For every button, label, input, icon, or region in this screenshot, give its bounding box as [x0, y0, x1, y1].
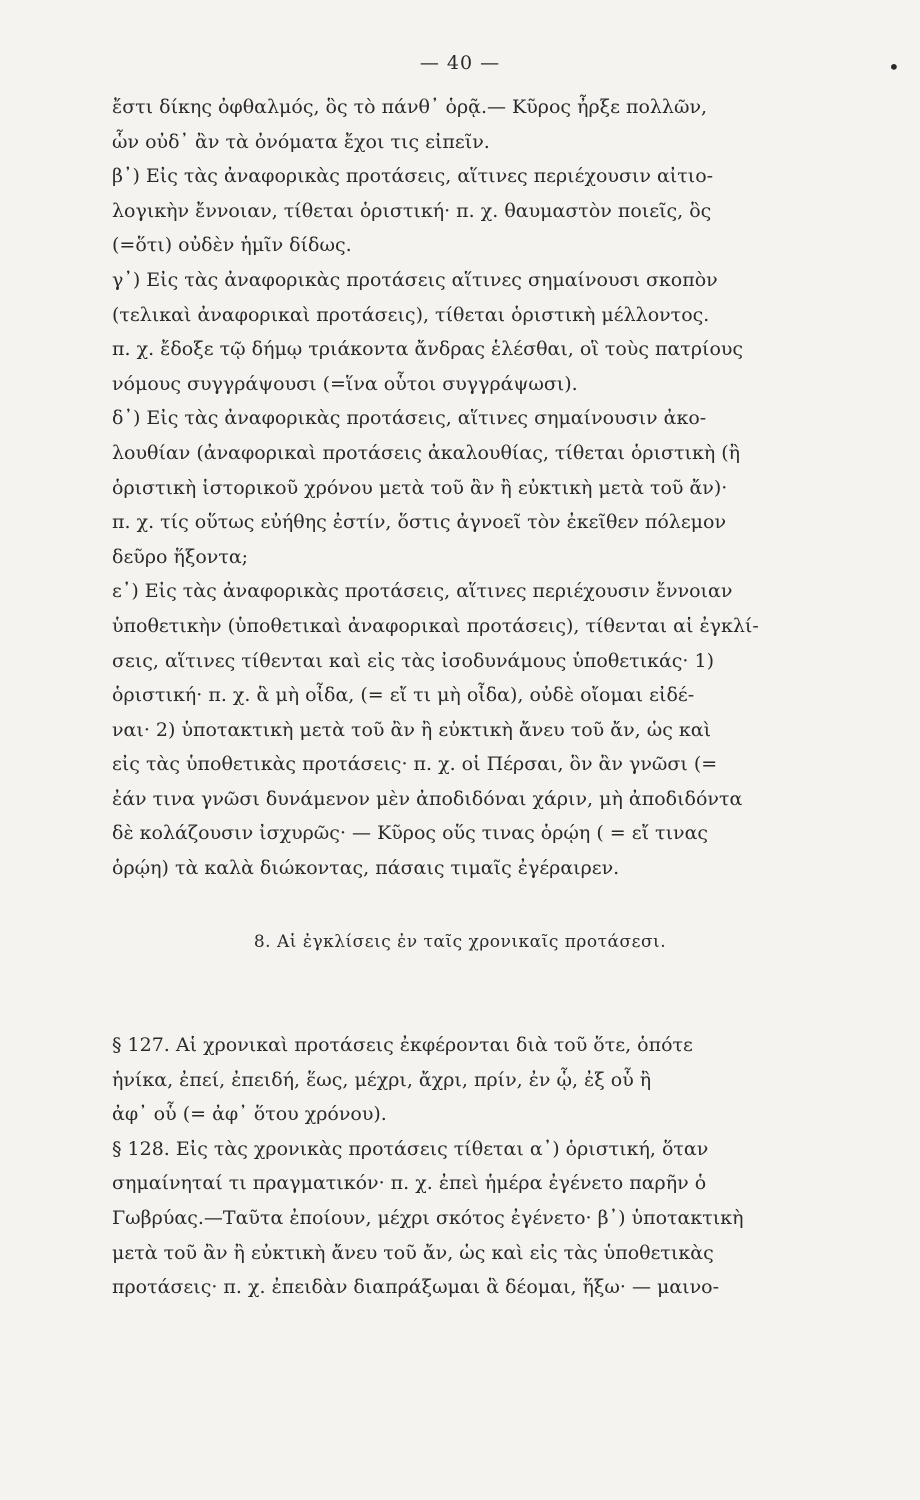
text-line: ἀφ᾽ οὗ (= ἀφ᾽ ὅτου χρόνου). [112, 1103, 387, 1126]
text-line: Γωβρύας.—Ταῦτα ἐποίουν, μέχρι σκότος ἐγένετο· β᾽) ὑποτακτικὴ [112, 1206, 744, 1229]
text-line: δ᾽) Εἰς τὰς ἀναφορικὰς προτάσεις, αἵτινες σημαίνουσιν ἀκο- [112, 407, 707, 430]
text-line: ὧν οὐδ᾽ ἂν τὰ ὀνόματα ἔχοι τις εἰπεῖν. [112, 130, 490, 153]
text-line: προτάσεις· π. χ. ἐπειδὰν διαπράξωμαι ἃ δέομαι, ἥξω· — μαινο- [112, 1276, 720, 1299]
text-line: εἰς τὰς ὑποθετικὰς προτάσεις· π. χ. οἱ Πέρσαι, ὃν ἂν γνῶσι (= [112, 753, 718, 776]
section-heading: 8. Αἱ ἐγκλίσεις ἐν ταῖς χρονικαῖς προτάσεσι. [253, 932, 667, 952]
text-line: σεις, αἵτινες τίθενται καὶ εἰς τὰς ἰσοδυνάμους ὑποθετικάς· 1) [112, 649, 715, 672]
text-line: (τελικαὶ ἀναφορικαὶ προτάσεις), τίθεται ὁριστικὴ μέλλοντος. [112, 303, 710, 326]
text-line: γ᾽) Εἰς τὰς ἀναφορικὰς προτάσεις αἵτινες σημαίνουσι σκοπὸν [112, 268, 718, 291]
text-line: π. χ. ἔδοξε τῷ δήμῳ τριάκοντα ἄνδρας ἑλέσθαι, οἳ τοὺς πατρίους [112, 338, 744, 361]
text-line: ὁριστική· π. χ. ἃ μὴ οἶδα, (= εἴ τι μὴ οἶδα), οὐδὲ οἴομαι εἰδέ- [112, 684, 695, 707]
text-line: μετὰ τοῦ ἂν ἢ εὐκτικὴ ἄνευ τοῦ ἄν, ὡς καὶ εἰς τὰς ὑποθετικὰς [112, 1241, 714, 1264]
text-section-relative-clauses [112, 90, 852, 886]
text-section-temporal-clauses [112, 1028, 852, 1305]
text-line: ὁριστικὴ ἱστορικοῦ χρόνου μετὰ τοῦ ἂν ἢ εὐκτικὴ μετὰ τοῦ ἄν)· [112, 476, 728, 499]
text-line: ὑποθετικὴν (ὑποθετικαὶ ἀναφορικαὶ προτάσεις), τίθενται αἱ ἐγκλί- [112, 614, 759, 637]
text-line: λογικὴν ἔννοιαν, τίθεται ὁριστική· π. χ. θαυμαστὸν ποιεῖς, ὃς [112, 199, 712, 222]
text-line: σημαίνηταί τι πραγματικόν· π. χ. ἐπεὶ ἡμέρα ἐγένετο παρῆν ὁ [112, 1172, 707, 1195]
text-line: δὲ κολάζουσιν ἰσχυρῶς· — Κῦρος οὕς τινας ὁρῴη ( = εἴ τινας [112, 822, 709, 845]
text-line: π. χ. τίς οὕτως εὐήθης ἐστίν, ὅστις ἀγνοεῖ τὸν ἐκεῖθεν πόλεμον [112, 511, 726, 534]
text-line: § 128. Εἰς τὰς χρονικὰς προτάσεις τίθεται α᾽) ὁριστική, ὅταν [112, 1137, 709, 1160]
text-line: ἔστι δίκης ὀφθαλμός, ὃς τὸ πάνθ᾽ ὁρᾷ.— Κῦρος ἦρξε πολλῶν, [112, 96, 708, 118]
page-number: — 40 — [419, 52, 501, 74]
text-line: νόμους συγγράψουσι (=ἵνα οὗτοι συγγράψωσι). [112, 372, 578, 395]
text-line: δεῦρο ἥξοντα; [112, 545, 249, 568]
text-line: β᾽) Εἰς τὰς ἀναφορικὰς προτάσεις, αἵτινες περιέχουσιν αἰτιο- [112, 165, 714, 188]
text-line: ε᾽) Εἰς τὰς ἀναφορικὰς προτάσεις, αἵτινες περιέχουσιν ἔννοιαν [112, 580, 733, 603]
text-line: ὁρῴη) τὰ καλὰ διώκοντας, πάσαις τιμαῖς ἐγέραιρεν. [112, 857, 620, 880]
text-line: ἡνίκα, ἐπεί, ἐπειδή, ἕως, μέχρι, ἄχρι, πρίν, ἐν ᾧ, ἐξ οὗ ἢ [112, 1068, 652, 1091]
text-line: λουθίαν (ἀναφορικαὶ προτάσεις ἀκαλουθίας, τίθεται ὁριστικὴ (ἢ [112, 441, 741, 464]
corner-mark: • [888, 55, 900, 79]
text-line: (=ὅτι) οὐδὲν ἡμῖν δίδως. [112, 234, 352, 257]
text-line: ἐάν τινα γνῶσι δυνάμενον μὲν ἀποδιδόναι χάριν, μὴ ἀποδιδόντα [112, 787, 743, 810]
text-line: § 127. Αἱ χρονικαὶ προτάσεις ἐκφέρονται διὰ τοῦ ὅτε, ὁπότε [112, 1034, 693, 1056]
text-line: ναι· 2) ὑποτακτικὴ μετὰ τοῦ ἂν ἢ εὐκτικὴ ἄνευ τοῦ ἄν, ὡς καὶ [112, 718, 712, 741]
